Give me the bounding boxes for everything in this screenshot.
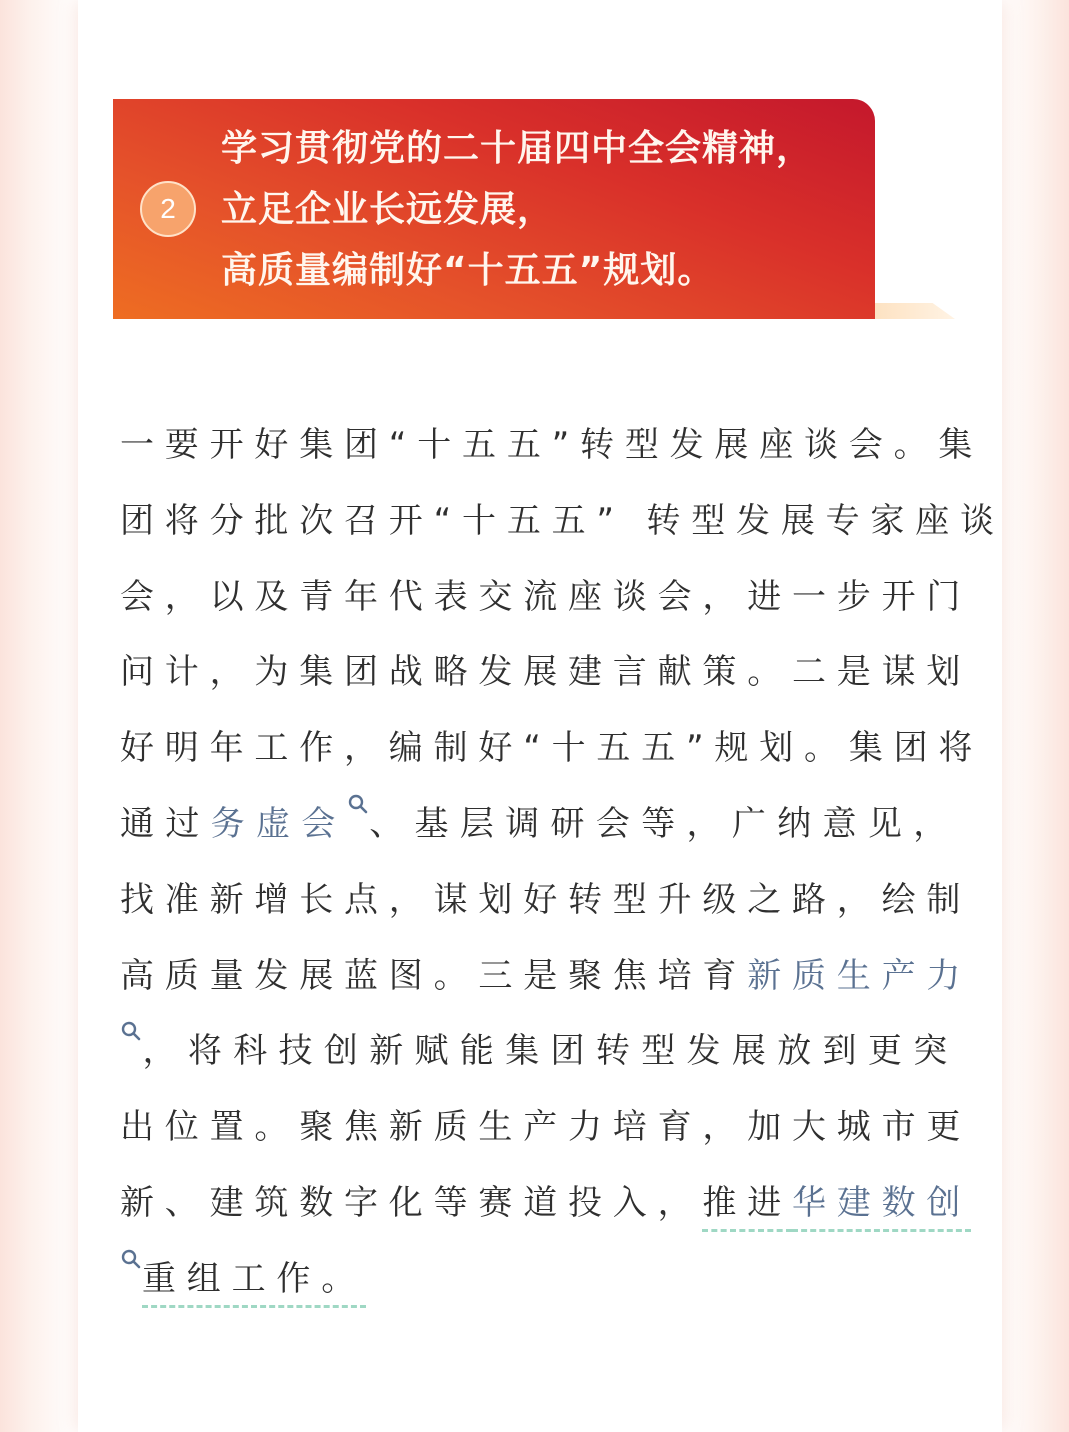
paragraph-line	[120, 1166, 972, 1242]
search-icon[interactable]	[120, 1248, 142, 1276]
paragraph-line	[120, 635, 972, 711]
underlined-phrase: 推进	[702, 1183, 792, 1232]
keyword-link-huajian-shuchuang[interactable]: 华建数创	[792, 1183, 971, 1232]
paragraph-text: 新、建筑数字化等赛道投入，	[120, 1182, 703, 1223]
paragraph-line	[120, 939, 972, 1015]
search-icon[interactable]	[120, 1020, 142, 1048]
paragraph-text: 问计，为集团战略发展建言献策。二是谋划	[120, 652, 972, 693]
paragraph-line	[120, 1014, 958, 1090]
search-icon[interactable]	[347, 793, 369, 821]
section-title-line: 立足企业长远发展，	[221, 189, 555, 230]
underlined-phrase: 重组工作。	[142, 1259, 366, 1308]
paragraph-line	[120, 560, 972, 636]
paragraph-text: 、基层调研会等，广纳意见，	[368, 803, 958, 844]
paragraph-line	[120, 863, 972, 939]
paragraph-text: 好明年工作，编制好“十五五”规划。集团将	[120, 728, 984, 769]
paragraph-text: ，将科技创新赋能集团转型发展放到更突	[142, 1031, 958, 1072]
paragraph-text: 高质量发展蓝图。三是聚焦培育	[120, 955, 748, 996]
section-title	[221, 118, 861, 301]
paragraph-line	[120, 1242, 958, 1318]
paragraph-text: 会，以及青年代表交流座谈会，进一步开门	[120, 576, 972, 617]
paragraph-text: 一要开好集团“十五五”转型发展座谈会。集	[120, 425, 984, 465]
paragraph-line	[120, 787, 958, 863]
paragraph-text: 通过	[120, 803, 211, 844]
keyword-link-wuxuhui[interactable]: 务虚会	[210, 803, 347, 844]
section-number-badge: 2	[140, 181, 196, 237]
paragraph-text: 团将分批次召开“十五五” 转型发展专家座谈	[120, 500, 1005, 541]
paragraph-line	[120, 484, 1005, 560]
section-title-line: 高质量编制好“十五五”规划。	[221, 250, 715, 291]
paragraph-line	[120, 408, 984, 484]
paragraph-line	[120, 1090, 972, 1166]
paragraph-line	[120, 711, 984, 787]
paragraph-text: 出位置。聚焦新质生产力培育，加大城市更	[120, 1107, 972, 1148]
paragraph-text: 找准新增长点，谋划好转型升级之路，绘制	[120, 879, 972, 920]
article-paragraph	[120, 408, 1005, 1318]
keyword-link-xinzhi-shengchanli[interactable]: 新质生产力	[747, 955, 972, 996]
section-title-line: 学习贯彻党的二十届四中全会精神，	[221, 128, 814, 169]
